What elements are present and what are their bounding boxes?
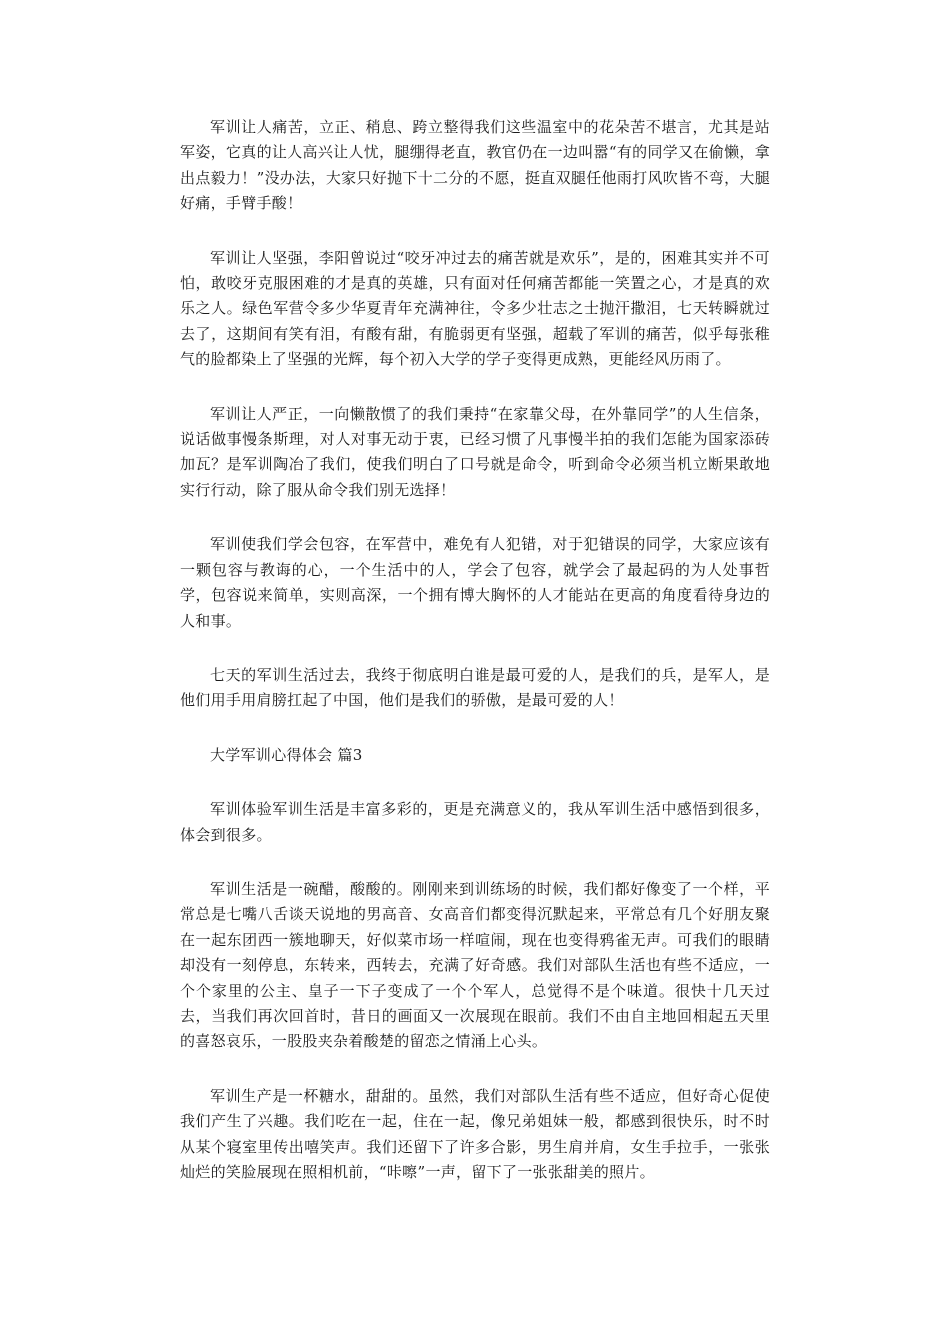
paragraph-military-discipline: 军训让人严正，一向懒散惯了的我们秉持“在家靠父母，在外靠同学”的人生信条，说话做事慢条斯理，对人对事无动于衷，已经习惯了凡事慢半拍的我们怎能为国家添砖加瓦？是军训陶冶了我们，使我们明白了口号就是命令，听到命令必须当机立断果敢地实行行动，除了服从命令我们别无选择！ xyxy=(180,404,770,499)
paragraph-military-pain: 军训让人痛苦，立正、稍息、跨立整得我们这些温室中的花朵苦不堪言，尤其是站军姿，它真的让人高兴让人忧，腿绷得老直，教官仍在一边叫嚣“有的同学又在偷懒，拿出点毅力！”没办法，大家只好抛下十二分的不愿，挺直双腿任他雨打风吹皆不弯，大腿好痛，手臂手酸！ xyxy=(180,118,770,213)
paragraph-sugar-water: 军训生产是一杯糖水，甜甜的。虽然，我们对部队生活有些不适应，但好奇心促使我们产生了兴趣。我们吃在一起，住在一起，像兄弟姐妹一般，都感到很快乐，时不时从某个寝室里传出嘻笑声。我们还留下了许多合影，男生肩并肩，女生手拉手，一张张灿烂的笑脸展现在照相机前，“咔嚓”一声，留下了一张张甜美的照片。 xyxy=(180,1086,770,1181)
paragraph-vinegar: 军训生活是一碗醋，酸酸的。刚刚来到训练场的时候，我们都好像变了一个样，平常总是七嘴八舌谈天说地的男高音、女高音们都变得沉默起来，平常总有几个好朋友聚在一起东团西一簇地聊天，好似菜市场一样喧闹，现在也变得鸦雀无声。可我们的眼睛却没有一刻停息，东转来，西转去，充满了好奇感。我们对部队生活也有些不适应，一个个家里的公主、皇子一下子变成了一个个军人，总觉得不是个味道。很快十几天过去，当我们再次回首时，昔日的画面又一次展现在眼前。我们不由自主地回相起五天里的喜怒哀乐，一股股夹杂着酸楚的留恋之情涌上心头。 xyxy=(180,879,770,1051)
paragraph-military-strength: 军训让人坚强，李阳曾说过“咬牙冲过去的痛苦就是欢乐”，是的，困难其实并不可怕，敢咬牙克服困难的才是真的英雄，只有面对任何痛苦都能一笑置之心，才是真的欢乐之人。绿色军营令多少华夏青年充满神往，令多少壮志之士抛汗撒泪，七天转瞬就过去了，这期间有笑有泪，有酸有甜，有脆弱更有坚强，超载了军训的痛苦，似乎每张稚气的脸都染上了坚强的光辉，每个初入大学的学子变得更成熟，更能经风历雨了。 xyxy=(180,248,770,369)
paragraph-experience-intro: 军训体验军训生活是丰富多彩的，更是充满意义的，我从军训生活中感悟到很多，体会到很多。 xyxy=(180,800,770,844)
paragraph-military-tolerance: 军训使我们学会包容，在军营中，难免有人犯错，对于犯错误的同学，大家应该有一颗包容与教诲的心，一个生活中的人，学会了包容，就学会了最起码的为人处事哲学，包容说来简单，实则高深，一个拥有博大胸怀的人才能站在更高的角度看待身边的人和事。 xyxy=(180,535,770,630)
paragraph-military-conclusion: 七天的军训生活过去，我终于彻底明白谁是最可爱的人，是我们的兵，是军人，是他们用手用肩膀扛起了中国，他们是我们的骄傲，是最可爱的人！ xyxy=(180,665,770,710)
section-heading: 大学军训心得体会 篇3 xyxy=(210,745,363,764)
document-body xyxy=(180,115,770,1214)
